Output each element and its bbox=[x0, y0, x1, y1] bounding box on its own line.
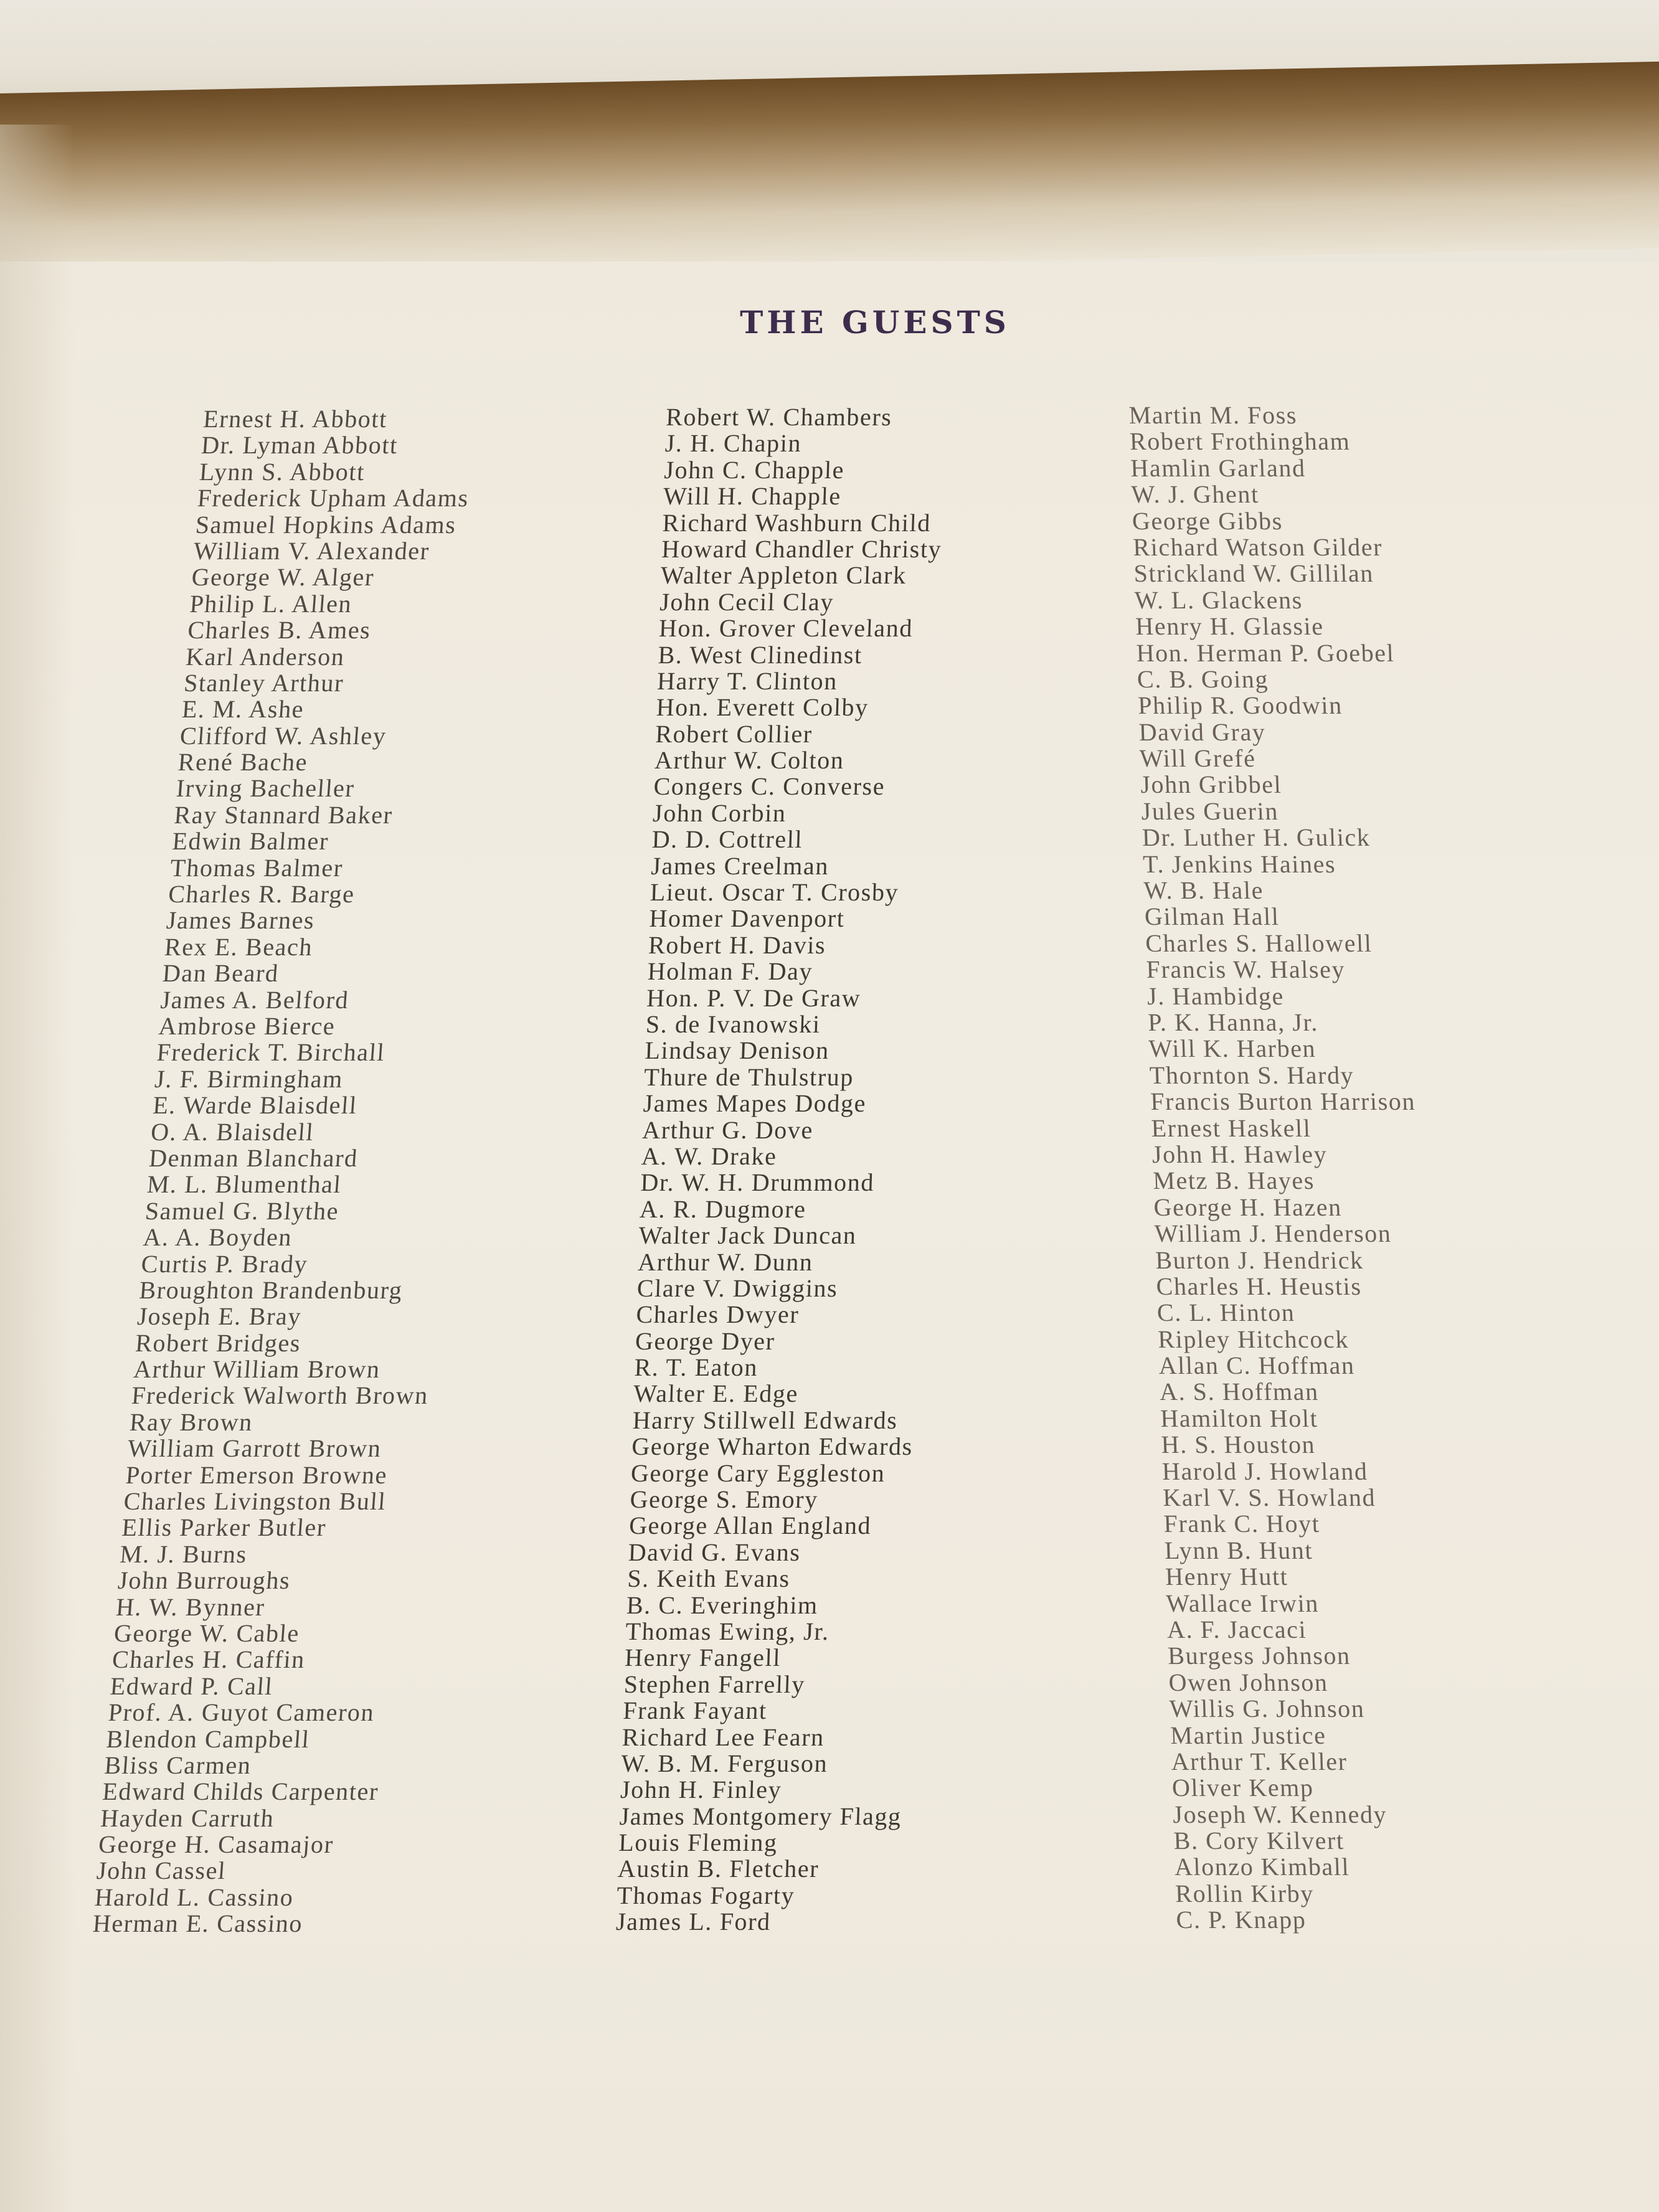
guest-name: Charles Livingston Bull bbox=[123, 1487, 387, 1516]
guest-name: Charles B. Ames bbox=[186, 616, 372, 645]
guest-name: Robert Bridges bbox=[134, 1328, 302, 1357]
guest-name: Owen Johnson bbox=[1168, 1668, 1329, 1696]
guest-name: A. A. Boyden bbox=[142, 1223, 293, 1252]
guest-name: Charles R. Barge bbox=[167, 880, 356, 909]
guest-name: A. W. Drake bbox=[641, 1141, 778, 1170]
guest-name: W. B. M. Ferguson bbox=[620, 1749, 829, 1777]
guest-name: Arthur W. Colton bbox=[654, 746, 845, 775]
guest-name: Joseph W. Kennedy bbox=[1172, 1800, 1387, 1828]
guest-name: J. Hambidge bbox=[1146, 981, 1285, 1010]
guest-name: Robert H. Davis bbox=[648, 930, 827, 959]
guest-name: J. H. Chapin bbox=[664, 429, 802, 458]
guest-name: Harold L. Cassino bbox=[93, 1883, 295, 1911]
guest-name: S. de Ivanowski bbox=[645, 1009, 821, 1038]
guest-name: Lynn S. Abbott bbox=[198, 457, 366, 486]
guest-name: Alonzo Kimball bbox=[1174, 1853, 1350, 1881]
page-fold-shadow bbox=[0, 62, 1659, 280]
guest-name: Holman F. Day bbox=[647, 957, 813, 986]
guest-name: George Allan England bbox=[628, 1511, 872, 1540]
guest-name: Edward Childs Carpenter bbox=[101, 1777, 380, 1806]
guest-name: Henry Hutt bbox=[1165, 1562, 1289, 1591]
guest-name: Arthur T. Keller bbox=[1170, 1747, 1348, 1775]
guest-name: S. Keith Evans bbox=[626, 1564, 791, 1593]
guest-name: Irving Bacheller bbox=[175, 774, 356, 803]
guest-name: Hamlin Garland bbox=[1130, 453, 1307, 482]
guest-name: Hayden Carruth bbox=[99, 1803, 276, 1832]
guest-name: C. P. Knapp bbox=[1175, 1906, 1307, 1934]
guest-name: Walter Jack Duncan bbox=[638, 1221, 858, 1250]
guest-name: T. Jenkins Haines bbox=[1142, 849, 1336, 878]
guest-name: C. L. Hinton bbox=[1156, 1298, 1296, 1327]
guest-name: Frank C. Hoyt bbox=[1163, 1510, 1321, 1538]
guest-name: Harold J. Howland bbox=[1161, 1457, 1369, 1485]
guest-name: Strickland W. Gillilan bbox=[1133, 559, 1374, 588]
guest-name: Burton J. Hendrick bbox=[1155, 1245, 1364, 1274]
guest-name: Louis Fleming bbox=[618, 1828, 778, 1857]
guest-name: George H. Casamajor bbox=[97, 1830, 335, 1859]
guest-name: E. M. Ashe bbox=[181, 695, 305, 724]
guest-name: Ellis Parker Butler bbox=[121, 1513, 328, 1542]
guest-name: P. K. Hanna, Jr. bbox=[1147, 1008, 1319, 1036]
guest-name: Hon. Everett Colby bbox=[656, 693, 869, 722]
guest-name: Oliver Kemp bbox=[1171, 1774, 1315, 1802]
guest-name: O. A. Blaisdell bbox=[149, 1117, 315, 1146]
guest-name: Gilman Hall bbox=[1144, 902, 1280, 931]
guest-name: B. C. Everinghim bbox=[626, 1590, 819, 1619]
guest-name: H. S. Houston bbox=[1160, 1430, 1316, 1459]
guest-name: Martin M. Foss bbox=[1128, 401, 1298, 429]
guest-name: George Gibbs bbox=[1132, 506, 1283, 535]
guest-name: Ernest Haskell bbox=[1150, 1113, 1312, 1142]
guest-name: Walter Appleton Clark bbox=[660, 561, 907, 590]
guest-name: Bliss Carmen bbox=[103, 1751, 253, 1779]
guest-column-2 bbox=[615, 404, 948, 1936]
guest-name: John Gribbel bbox=[1140, 770, 1282, 799]
guest-name: M. J. Burns bbox=[118, 1539, 248, 1568]
guest-name: Clare V. Dwiggins bbox=[636, 1274, 839, 1302]
guest-name: Ambrose Bierce bbox=[158, 1011, 336, 1040]
guest-name: Joseph E. Bray bbox=[136, 1302, 303, 1331]
guest-name: John Cassel bbox=[95, 1856, 227, 1885]
guest-name: Allan C. Hoffman bbox=[1158, 1351, 1356, 1380]
guest-name: William J. Henderson bbox=[1154, 1219, 1392, 1248]
guest-name: W. B. Hale bbox=[1143, 876, 1264, 905]
guest-name: Frederick Walworth Brown bbox=[130, 1381, 430, 1410]
guest-name: Karl Anderson bbox=[184, 642, 346, 671]
guest-name: Metz B. Hayes bbox=[1152, 1166, 1315, 1195]
guest-name: William Garrott Brown bbox=[126, 1434, 383, 1463]
guest-name: James Barnes bbox=[165, 906, 316, 935]
guest-name: Richard Watson Gilder bbox=[1132, 532, 1383, 561]
page-gutter-shade bbox=[0, 125, 75, 2212]
guest-name: Jules Guerin bbox=[1140, 796, 1279, 825]
guest-name: Philip L. Allen bbox=[189, 589, 354, 618]
guest-name: Robert Frothingham bbox=[1129, 427, 1351, 456]
guest-name: Willis G. Johnson bbox=[1169, 1694, 1366, 1723]
guest-name: Charles Dwyer bbox=[635, 1300, 800, 1329]
guest-name: C. B. Going bbox=[1137, 664, 1269, 693]
guest-name: Henry H. Glassie bbox=[1135, 612, 1325, 641]
guest-name: Lindsay Denison bbox=[644, 1036, 830, 1065]
guest-name: A. R. Dugmore bbox=[639, 1194, 807, 1223]
guest-name: Ripley Hitchcock bbox=[1157, 1325, 1349, 1353]
guest-name: George W. Cable bbox=[113, 1619, 301, 1647]
guest-name: Philip R. Goodwin bbox=[1137, 691, 1343, 720]
guest-name: John C. Chapple bbox=[663, 455, 845, 484]
guest-name: Hamilton Holt bbox=[1160, 1404, 1318, 1432]
guest-name: George Cary Eggleston bbox=[630, 1458, 886, 1487]
guest-name: Burgess Johnson bbox=[1167, 1642, 1351, 1670]
guest-name: Frederick T. Birchall bbox=[156, 1038, 386, 1067]
guest-name: Dr. Luther H. Gulick bbox=[1141, 823, 1371, 852]
guest-name: Dr. W. H. Drummond bbox=[640, 1168, 875, 1197]
guest-name: James Montgomery Flagg bbox=[619, 1802, 902, 1830]
guest-name: Martin Justice bbox=[1170, 1721, 1327, 1749]
guest-name: Clifford W. Ashley bbox=[179, 721, 388, 750]
guest-name: Henry Fangell bbox=[624, 1643, 782, 1672]
guest-name: Thomas Ewing, Jr. bbox=[625, 1617, 830, 1645]
guest-name: Robert W. Chambers bbox=[665, 403, 893, 431]
guest-name: Francis Burton Harrison bbox=[1150, 1087, 1416, 1116]
guest-name: Ernest H. Abbott bbox=[202, 405, 389, 433]
guest-name: Rex E. Beach bbox=[163, 932, 314, 961]
guest-name: B. West Clinedinst bbox=[657, 640, 863, 669]
guest-name: John H. Hawley bbox=[1151, 1140, 1328, 1168]
guest-name: Robert Collier bbox=[655, 719, 813, 748]
guest-name: Curtis P. Brady bbox=[140, 1249, 309, 1278]
guest-name: Lieut. Oscar T. Crosby bbox=[650, 878, 899, 907]
guest-name: Charles H. Caffin bbox=[111, 1645, 306, 1674]
guest-name: Wallace Irwin bbox=[1165, 1589, 1320, 1617]
guest-name: Charles H. Heustis bbox=[1155, 1272, 1363, 1300]
guest-name: David G. Evans bbox=[628, 1538, 801, 1566]
guest-name: Richard Lee Fearn bbox=[622, 1723, 825, 1751]
guest-name: John H. Finley bbox=[620, 1775, 783, 1804]
guest-name: Homer Davenport bbox=[648, 904, 846, 933]
guest-name: George Dyer bbox=[635, 1326, 776, 1355]
guest-name: Samuel Hopkins Adams bbox=[194, 510, 458, 539]
guest-name: Thomas Balmer bbox=[169, 853, 344, 882]
page-title: THE GUESTS bbox=[740, 304, 1010, 341]
guest-name: Thure de Thulstrup bbox=[643, 1062, 854, 1091]
guest-name: John Burroughs bbox=[116, 1566, 292, 1595]
guest-name: Denman Blanchard bbox=[148, 1143, 359, 1172]
guest-name: Will H. Chapple bbox=[663, 482, 842, 511]
guest-name: Frank Fayant bbox=[622, 1696, 768, 1725]
guest-name: Rollin Kirby bbox=[1175, 1879, 1315, 1907]
guest-name: René Bache bbox=[177, 748, 309, 777]
guest-name: A. F. Jaccaci bbox=[1166, 1615, 1307, 1643]
guest-name: Blendon Campbell bbox=[105, 1724, 311, 1753]
guest-name: H. W. Bynner bbox=[115, 1592, 267, 1621]
guest-name: D. D. Cottrell bbox=[651, 825, 803, 854]
guest-name: Austin B. Fletcher bbox=[617, 1855, 820, 1883]
guest-name: Edwin Balmer bbox=[171, 827, 330, 856]
guest-name: Hon. Grover Cleveland bbox=[658, 614, 914, 643]
guest-name: Thornton S. Hardy bbox=[1149, 1061, 1354, 1089]
guest-name: B. Cory Kilvert bbox=[1173, 1827, 1345, 1855]
guest-name: John Corbin bbox=[652, 798, 787, 827]
guest-name: Will K. Harben bbox=[1148, 1034, 1316, 1063]
guest-name: Porter Emerson Browne bbox=[125, 1460, 389, 1489]
guest-name: George Wharton Edwards bbox=[631, 1432, 914, 1461]
guest-name: A. S. Hoffman bbox=[1159, 1378, 1320, 1406]
guest-name: James Creelman bbox=[650, 851, 830, 880]
guest-name: Francis W. Halsey bbox=[1145, 955, 1346, 984]
guest-name: Ray Brown bbox=[128, 1407, 254, 1436]
guest-name: Prof. A. Guyot Cameron bbox=[107, 1698, 376, 1727]
guest-name: J. F. Birmingham bbox=[154, 1064, 344, 1093]
guest-name: Will Grefé bbox=[1139, 744, 1257, 773]
guest-name: James L. Ford bbox=[615, 1907, 772, 1936]
guest-name: Hon. P. V. De Graw bbox=[646, 983, 862, 1012]
guest-name: Thomas Fogarty bbox=[616, 1881, 796, 1909]
guest-name: Samuel G. Blythe bbox=[144, 1196, 340, 1225]
guest-name: David Gray bbox=[1138, 717, 1267, 746]
guest-name: Lynn B. Hunt bbox=[1164, 1536, 1313, 1564]
guest-name: George W. Alger bbox=[191, 563, 376, 592]
guest-name: William V. Alexander bbox=[192, 536, 431, 565]
guest-name: Hon. Herman P. Goebel bbox=[1135, 638, 1395, 667]
guest-name: W. J. Ghent bbox=[1130, 480, 1260, 509]
guest-name: R. T. Eaton bbox=[633, 1353, 759, 1382]
guest-name: Stephen Farrelly bbox=[623, 1670, 806, 1698]
guest-name: Frederick Upham Adams bbox=[196, 484, 470, 513]
guest-name: Congers C. Converse bbox=[653, 772, 886, 801]
guest-name: James Mapes Dodge bbox=[643, 1089, 867, 1118]
guest-name: George S. Emory bbox=[629, 1485, 819, 1514]
guest-name: Harry Stillwell Edwards bbox=[632, 1406, 899, 1434]
guest-name: M. L. Blumenthal bbox=[146, 1170, 343, 1199]
guest-column-3 bbox=[1128, 402, 1442, 1934]
guest-name: Charles S. Hallowell bbox=[1145, 929, 1373, 957]
guest-name: Richard Washburn Child bbox=[661, 508, 932, 537]
guest-name: Arthur G. Dove bbox=[641, 1115, 814, 1144]
guest-name: George H. Hazen bbox=[1153, 1193, 1343, 1221]
guest-name: Karl V. S. Howland bbox=[1162, 1483, 1376, 1512]
guest-name: Arthur William Brown bbox=[132, 1355, 382, 1384]
guest-name: Stanley Arthur bbox=[182, 668, 345, 697]
guest-name: E. Warde Blaisdell bbox=[151, 1091, 359, 1120]
guest-name: John Cecil Clay bbox=[659, 587, 834, 616]
guest-name: Harry T. Clinton bbox=[656, 666, 838, 695]
guest-name: Broughton Brandenburg bbox=[138, 1275, 404, 1304]
guest-name: Ray Stannard Baker bbox=[173, 800, 394, 829]
guest-name: Walter E. Edge bbox=[633, 1379, 799, 1408]
guest-name: Arthur W. Dunn bbox=[637, 1247, 814, 1276]
guest-name: Herman E. Cassino bbox=[92, 1909, 304, 1938]
guest-name: Howard Chandler Christy bbox=[661, 534, 943, 563]
guest-name: W. L. Glackens bbox=[1134, 585, 1303, 614]
guest-name: James A. Belford bbox=[159, 985, 350, 1014]
guest-name: Dr. Lyman Abbott bbox=[200, 431, 399, 460]
guest-name: Edward P. Call bbox=[109, 1671, 275, 1700]
guest-name: Dan Beard bbox=[161, 959, 280, 988]
